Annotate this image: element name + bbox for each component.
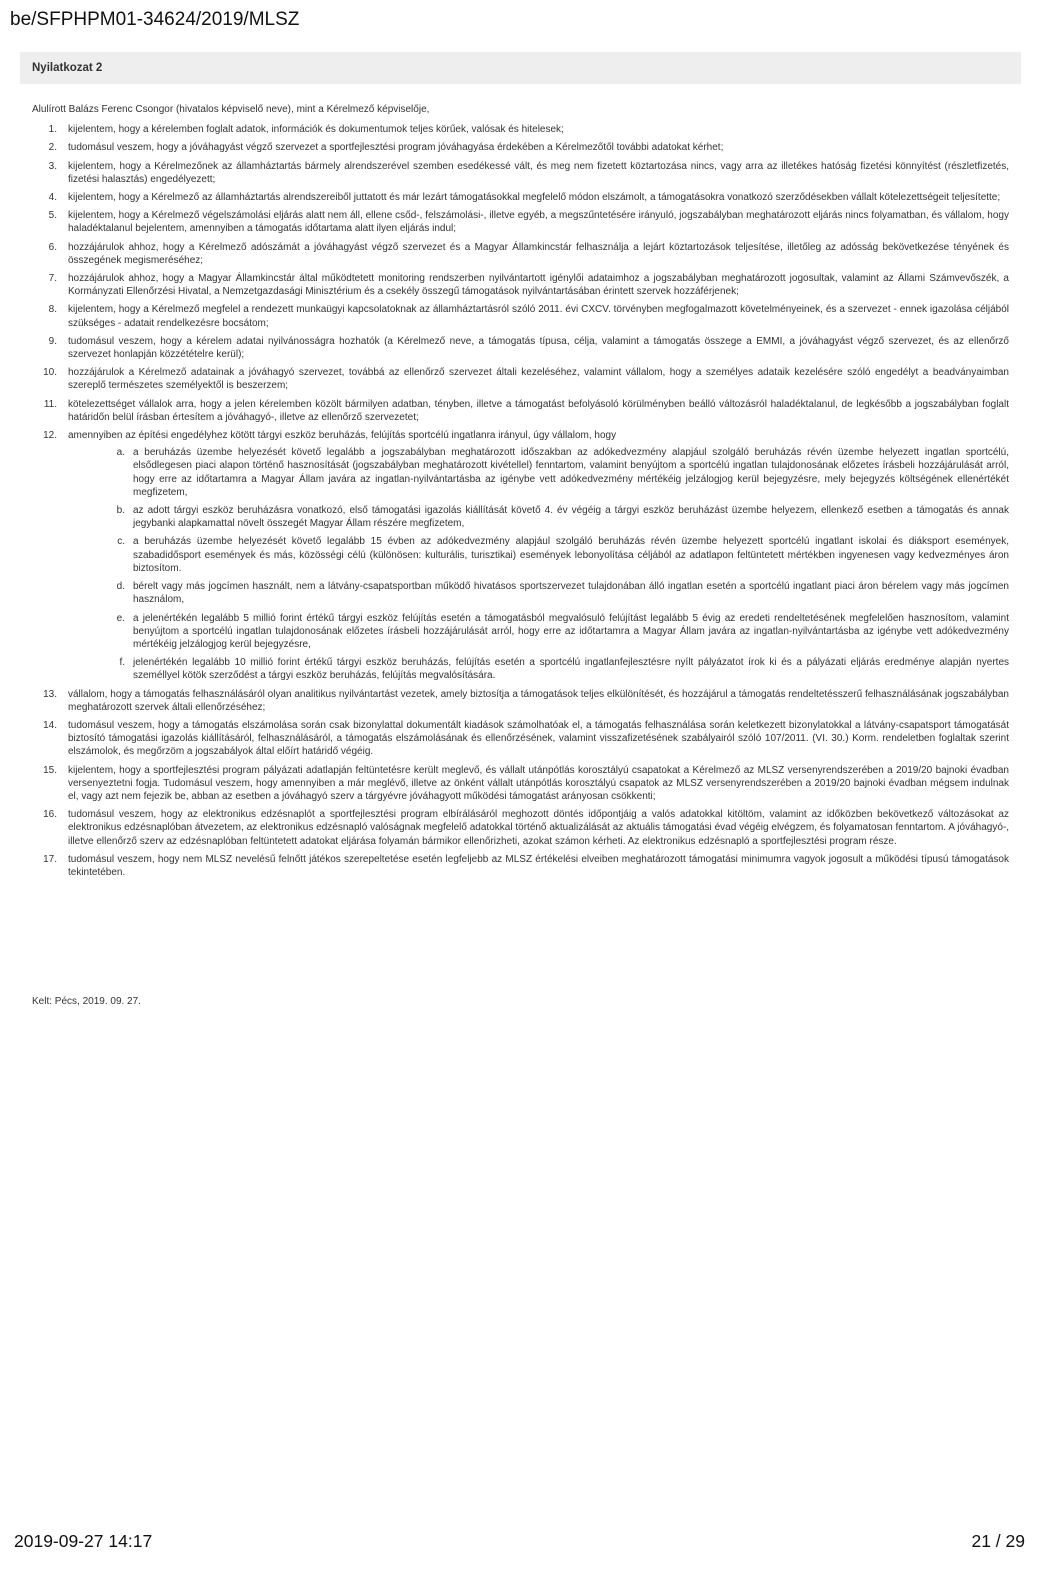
declaration-item [32,764,1009,804]
item-number: 7. [48,273,57,285]
item-number: 13. [43,688,57,700]
item-text: kijelentem, hogy a Kérelmező megfelel a rendezett munkaügyi kapcsolatoknak az államháztartásról szóló 2011. évi CXCV. törvényben megfogalmazott követelményeinek, és a szervezet - ennek igazolása céljából szükséges - adatait rendelkezésre bocsátom; [68,304,1009,329]
item-number: 14. [43,719,57,731]
sub-item-text: a beruházás üzembe helyezését követő legalább a jogszabályban meghatározott időszakban az adókedvezmény alapjául szolgáló beruházás révén üzembe helyezett ingatlan sportcélú, elsődlegesen piaci alapon történő hasznosítását (jogszabályban meghatározott kivétellel) fenntartom, valamint benyújtom a sportcélú ingatlan tulajdonosának előzetes írásbeli hozzájárulását arról, hogy erre az időtartamra a Magyar Állam javára az ingatlan-nyilvántartásba az igénybe vett adókedvezmény mértékéig jelzálogjog kerül bejegyzésre, mely bejegyzés költségének ellenértékét megfizetem, [133,447,1009,498]
intro-text: Alulírott Balázs Ferenc Csongor (hivatalos képviselő neve), mint a Kérelmező képviselője, [32,104,430,115]
item-text: tudomásul veszem, hogy az elektronikus edzésnaplót a sportfejlesztési program elbírálásáról meghozott döntés időpontjáig a valós adatokkal kitöltöm, valamint az időközben bekövetkező változásokat az elektronikus edzésnaplóban átvezetem, az elektronikus edzésnapló valóságnak megfelelő adatokkal történő aktualizálását az aktuális támogatási évad végéig elvégzem, és folyamatosan fenntartom. A jóváhagyó-, illetve ellenőrző szerv az edzésnaplóban feltüntetett adatokat eljárása folyamán bármikor ellenőrizheti, azokat számon kérheti. Az elektronikus edzésnapló a sportfejlesztési program része. [68,809,1009,847]
item-number: 10. [43,367,57,379]
item-number: 2. [48,142,57,154]
item-number: 6. [48,241,57,253]
item-number: 4. [48,192,57,204]
footer-page-number: 21 / 29 [971,1531,1025,1551]
sub-item-text: a beruházás üzembe helyezését követő legalább 15 évben az adókedvezmény alapjául szolgáló beruházás révén üzembe helyezett sportcélú ingatlant iskolai és diáksport események, szabadidősport események és más, közösségi célú (különösen: kulturális, turisztikai) események lebonyolítása céljából az adatlapon feltüntetett mértékben ingyenesen vagy kedvezményes áron biztosítom. [133,536,1009,574]
declaration-sub-item [101,446,1009,499]
sub-item-letter: d. [116,581,125,593]
sub-item-letter: e. [116,612,125,624]
item-number: 3. [48,160,57,172]
declaration-item [32,209,1009,235]
item-text: vállalom, hogy a támogatás felhasználásáról olyan analitikus nyilvántartást vezetek, amely biztosítja a támogatások teljes elkülönítését, és hozzájárul a támogatás rendeltetésszerű felhasználásának jogszabályban meghatározott szervek általi ellenőrzéséhez; [68,688,1009,713]
declaration-item [32,191,1009,204]
item-number: 15. [43,764,57,776]
declaration-item [32,241,1009,267]
item-text: amennyiben az építési engedélyhez kötött tárgyi eszköz beruházás, felújítás sportcélú ingatlanra irányul, úgy vállalom, hogy [68,430,617,442]
declaration-sub-item [101,535,1009,575]
declaration-sub-item [101,580,1009,606]
item-number: 9. [48,335,57,347]
item-text: kijelentem, hogy a kérelemben foglalt adatok, információk és dokumentumok teljes körűek, valósak és hitelesek; [68,124,564,136]
declaration-item [32,272,1009,298]
item-text: kijelentem, hogy a Kérelmező az államháztartás alrendszereiből juttatott és már lezárt támogatásokkal megfelelő módon elszámolt, a támogatásokra vonatkozó szerződésekben vállalt kötelezettségeit teljesítette; [68,192,1001,204]
item-text: kijelentem, hogy a sportfejlesztési program pályázati adatlapján feltüntetésre került meglevő, és vállalt utánpótlás korosztályú csapatokat a Kérelmező az MLSZ versenyrendszerében a 2019/20 bajnoki évadban versenyeztetni fogja. Tudomásul veszem, hogy amennyiben a már meglévő, illetve az önként vállalt utánpótlás korosztályú csapatok az MLSZ versenyrendszerében a 2019/20 bajnoki évadban mégsem indulnak el, vagy azt nem fejezik be, abban az esetben a jóváhagyó szerv a tárgyévre jóváhagyott működési támogatást arányosan csökkenti; [68,764,1009,802]
item-text: tudomásul veszem, hogy a jóváhagyást végző szervezet a sportfejlesztési program jóváhagyása érdekében a Kérelmezőtől további adatokat kérhet; [68,142,724,154]
item-number: 16. [43,809,57,821]
declaration-sub-list [68,446,1009,682]
sub-item-text: a jelenértékén legalább 5 millió forint értékű tárgyi eszköz felújítás esetén a támogatásból megvalósuló felújítást legalább 5 évig az eredeti rendeltetésének megfelelően hasznosítom, valamint benyújtom a sportcélú ingatlan tulajdonosának előzetes írásbeli hozzájárulását arról, hogy erre az időtartamra a Magyar Állam javára az ingatlan-nyilvántartásba az igénybe vett adókedvezmény mértékéig jelzálogjog kerül bejegyzésre, [133,612,1009,650]
signing-date-place: Kelt: Pécs, 2019. 09. 27. [32,996,141,1007]
section-header [20,52,1021,84]
sub-item-text: jelenértékén legalább 10 millió forint értékű tárgyi eszköz beruházás, felújítás esetén a sportcélú ingatlanfejlesztésre nyílt pályázatot írok ki és a pályázati eljárás eredménye alapján nyertes személlyel kötök szerződést a tárgyi eszköz beruházás, felújítás megvalósítására. [133,657,1009,682]
sub-item-text: az adott tárgyi eszköz beruházásra vonatkozó, első támogatási igazolás kiállítását követő 4. év végéig a tárgyi eszköz beruházást üzembe helyezem, ellenkező esetben a támogatás és annak jegybanki alapkamattal növelt összegét Magyar Állam részére megfizetem, [133,505,1009,530]
declaration-sub-item [101,656,1009,682]
sub-item-letter: f. [119,657,125,669]
declaration-item [32,808,1009,848]
item-text: tudomásul veszem, hogy a kérelem adatai nyilvánosságra hozhatók (a Kérelmező neve, a támogatás típusa, célja, valamint a támogatás összege a EMMI, a jóváhagyást végző szervezet, és az ellenőrző szervezet honlapján közzétételre kerül); [68,335,1009,361]
item-text: hozzájárulok a Kérelmező adatainak a jóváhagyó szervezet, továbbá az ellenőrző szervezet általi kezeléséhez, valamint vállalom, hogy a személyes adataik kezelésére szóló engedélyt a beadványaimban szereplő természetes személyektől is beszerzem; [68,367,1009,392]
declaration-item [32,366,1009,392]
declaration-content [32,103,1009,884]
item-text: tudomásul veszem, hogy nem MLSZ nevelésű felnőtt játékos szerepeltetése esetén legfeljebb az MLSZ értékelési elveiben meghatározott támogatási minimumra vagyok jogosult a működési típusú támogatások tekintetében. [68,853,1009,878]
section-title: Nyilatkozat 2 [32,62,103,74]
item-text: tudomásul veszem, hogy a támogatás elszámolása során csak bizonylattal dokumentált kiadások számolhatóak el, a támogatás felhasználása során keletkezett bizonylatokkal a látvány-csapatsport támogatását biztosító támogatási igazolás kiállításáról, felhasználásáról, a támogatás elszámolásának és ellenőrzésének, valamint visszafizetésének szabályairól szóló 107/2011. (VI. 30.) Korm. rendeletben foglaltak szerint elszámolok, és megőrzöm a jogszabályok által előírt határidő végéig. [68,719,1009,758]
declaration-item [32,303,1009,329]
item-text: kijelentem, hogy a Kérelmező végelszámolási eljárás alatt nem áll, ellene csőd-, felszámolási-, illetve egyéb, a megszűntetésére irányuló, jogszabályban meghatározott eljárás nincs folyamatban, és vállalom, hogy haladéktalanul bejelentem, amennyiben a támogatás időtartama alatt ilyen eljárás indul; [68,210,1009,235]
declaration-item [32,398,1009,424]
sub-item-letter: a. [116,447,125,459]
item-text: kötelezettséget vállalok arra, hogy a jelen kérelemben közölt bármilyen adatban, tényben, illetve a támogatást befolyásoló körülményben beálló változásról haladéktalanul, de legkésőbb a jogszabályban foglalt határidőn belül írásban értesítem a jóváhagyó-, illetve az ellenőrző szervezetet; [68,398,1009,423]
document-id: be/SFPHPM01-34624/2019/MLSZ [10,9,300,30]
declaration-item [32,719,1009,759]
sub-item-text: bérelt vagy más jogcímen használt, nem a látvány-csapatsportban működő hivatásos sportszervezet tulajdonában álló ingatlan esetén a sportcélú ingatlant piaci áron bérelem vagy más jogcímen használom, [133,581,1009,606]
item-text: hozzájárulok ahhoz, hogy a Kérelmező adószámát a jóváhagyást végző szervezet és a Magyar Államkincstár felhasználja a lejárt köztartozások teljesítése, illetőleg az adósság bekövetkezése tényének és összegének megismeréséhez; [68,241,1009,266]
declaration-item [32,123,1009,136]
footer-datetime: 2019-09-27 14:17 [14,1531,153,1551]
declaration-item [32,688,1009,714]
item-text: kijelentem, hogy a Kérelmezőnek az államháztartás bármely alrendszerével szemben esedékessé vált, és meg nem fizetett köztartozása nincs, vagy arra az illetékes hatóság fizetési könnyítést (részletfizetés, fizetési halasztás) engedélyezett; [68,160,1009,185]
item-number: 8. [48,304,57,316]
item-number: 12. [43,430,57,442]
declaration-item [32,429,1009,682]
declaration-list [32,123,1009,879]
declaration-item [32,853,1009,879]
declaration-item [32,160,1009,186]
item-number: 17. [43,853,57,865]
declaration-item [32,335,1009,361]
item-text: hozzájárulok ahhoz, hogy a Magyar Államkincstár által működtetett monitoring rendszerben nyilvántartott igénylői adataimhoz a jogszabályban meghatározott jogosultak, valamint az Állami Számvevőszék, a Kormányzati Ellenőrzési Hivatal, a Nemzetgazdasági Minisztérium és a csekély összegű támogatások nyilvántartásában érintett szervek hozzáférjenek; [68,273,1009,298]
item-number: 11. [43,398,57,410]
declaration-item [32,141,1009,154]
item-number: 5. [48,210,57,222]
declaration-sub-item [101,612,1009,652]
declaration-sub-item [101,504,1009,530]
sub-item-letter: c. [117,536,125,548]
sub-item-letter: b. [116,505,125,517]
item-number: 1. [48,124,57,136]
